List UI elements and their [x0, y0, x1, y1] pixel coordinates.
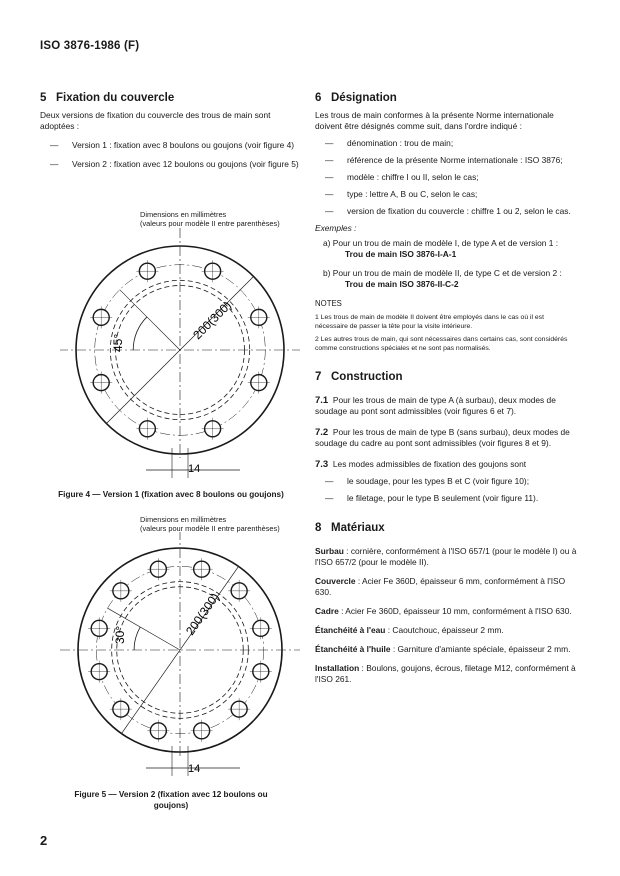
example-a: a) Pour un trou de main de modèle I, de type A et de version 1 :: [323, 238, 559, 248]
material-etancheite-huile: Étanchéité à l'huile : Garniture d'amiante spéciale, épaisseur 2 mm.: [315, 644, 571, 654]
figure-4-drawing: [60, 228, 300, 486]
section-6-heading: 6 Désignation: [315, 92, 397, 104]
section-8-heading: 8 Matériaux: [315, 522, 385, 534]
section-7-3: 7.3 Les modes admissibles de fixation des goujons sont: [315, 459, 527, 470]
section-7-heading: 7 Construction: [315, 371, 403, 383]
angle-arc: [134, 627, 140, 650]
section-7-1: 7.1 Pour les trous de main de type A (à surbau), deux modes de soudage au pont sont admissibles (voir figures 6 et 7).: [315, 395, 556, 416]
material-surbau: Surbau : cornière, conformément à l'ISO 657/1 (pour le modèle I) ou à l'ISO 657/2 (pour le modèle II).: [315, 546, 577, 567]
angle-radius-line: [120, 290, 180, 350]
document-header: ISO 3876-1986 (F): [40, 40, 140, 52]
figure-5-caption: Figure 5 — Version 2 (fixation avec 12 boulons ou goujons): [74, 790, 268, 810]
figure-4-diameter-label: 200(300): [190, 298, 235, 343]
figure-5-flange: [60, 532, 300, 776]
section-6-item-5: — version de fixation du couvercle : chiffre 1 ou 2, selon le cas.: [325, 206, 571, 216]
notes-label: NOTES: [315, 299, 342, 308]
section-5-item-2: — Version 2 : fixation avec 12 boulons ou goujons (voir figure 5): [50, 159, 299, 169]
figure-5-angle-label: 30°: [113, 625, 127, 644]
figure-4-dim-note: Dimensions en millimètres (valeurs pour modèle II entre parenthèses): [140, 210, 280, 228]
example-a-code: Trou de main ISO 3876-I-A-1: [345, 249, 457, 259]
material-cadre: Cadre : Acier Fe 360D, épaisseur 10 mm, conformément à l'ISO 630.: [315, 606, 572, 616]
material-installation: Installation : Boulons, goujons, écrous, filetage M12, conformément à l'ISO 261.: [315, 663, 576, 684]
section-5-intro: Deux versions de fixation du couvercle des trous de main sont adoptées :: [40, 110, 271, 131]
left-column: [40, 92, 302, 170]
section-7-3-item-2: — le filetage, pour le type B seulement (voir figure 11).: [325, 493, 539, 503]
section-6-item-3: — modèle : chiffre I ou II, selon le cas;: [325, 172, 479, 182]
section-5-item-1: — Version 1 : fixation avec 8 boulons ou goujons (voir figure 4): [50, 140, 295, 150]
page-number: 2: [40, 833, 48, 848]
section-6-item-4: — type : lettre A, B ou C, selon le cas;: [325, 189, 478, 199]
section-6-item-1: — dénomination : trou de main;: [325, 138, 454, 148]
material-couvercle: Couvercle : Acier Fe 360D, épaisseur 6 mm, conformément à l'ISO 630.: [315, 576, 566, 597]
section-7-2: 7.2 Pour les trous de main de type B (sans surbau), deux modes de soudage du cadre au pont sont admissibles (voir figures 8 et 9).: [315, 427, 570, 448]
material-etancheite-eau: Étanchéité à l'eau : Caoutchouc, épaisseur 2 mm.: [315, 625, 504, 635]
note-1: 1 Les trous de main de modèle II doivent être employés dans le cas où il est nécessaire de passer la tête pour la visite intérieure.: [315, 314, 544, 330]
figure-5-drawing: [60, 532, 300, 784]
example-b: b) Pour un trou de main de modèle II, de type C et de version 2 :: [323, 268, 562, 278]
figure-5-dim-note: Dimensions en millimètres (valeurs pour modèle II entre parenthèses): [140, 515, 280, 533]
section-6-intro: Les trous de main conformes à la présente Norme internationale doivent être désignés comme suit, dans l'ordre indiqué :: [315, 110, 554, 131]
section-7-3-item-1: — le soudage, pour les types B et C (voir figure 10);: [325, 476, 530, 486]
angle-arc: [133, 317, 147, 350]
figure-4-flange: [60, 228, 300, 478]
section-6-item-2: — référence de la présente Norme internationale : ISO 3876;: [325, 155, 563, 165]
section-5-heading: 5 Fixation du couvercle: [40, 92, 175, 104]
note-2: 2 Les autres trous de main, qui sont nécessaires dans certains cas, sont considérés comme constructions spéciales et ne sont pas normalisés.: [315, 336, 568, 352]
right-column: [315, 92, 577, 685]
figure-5-width-label: 14: [188, 763, 201, 775]
examples-label: Exemples :: [315, 223, 357, 233]
figure-5-diameter-label: 200(300): [182, 590, 223, 638]
example-b-code: Trou de main ISO 3876-II-C-2: [345, 279, 459, 289]
figure-4-caption: Figure 4 — Version 1 (fixation avec 8 boulons ou goujons): [58, 490, 284, 499]
figure-4-width-label: 14: [188, 463, 201, 475]
figure-4-angle-label: 45°: [111, 333, 125, 352]
